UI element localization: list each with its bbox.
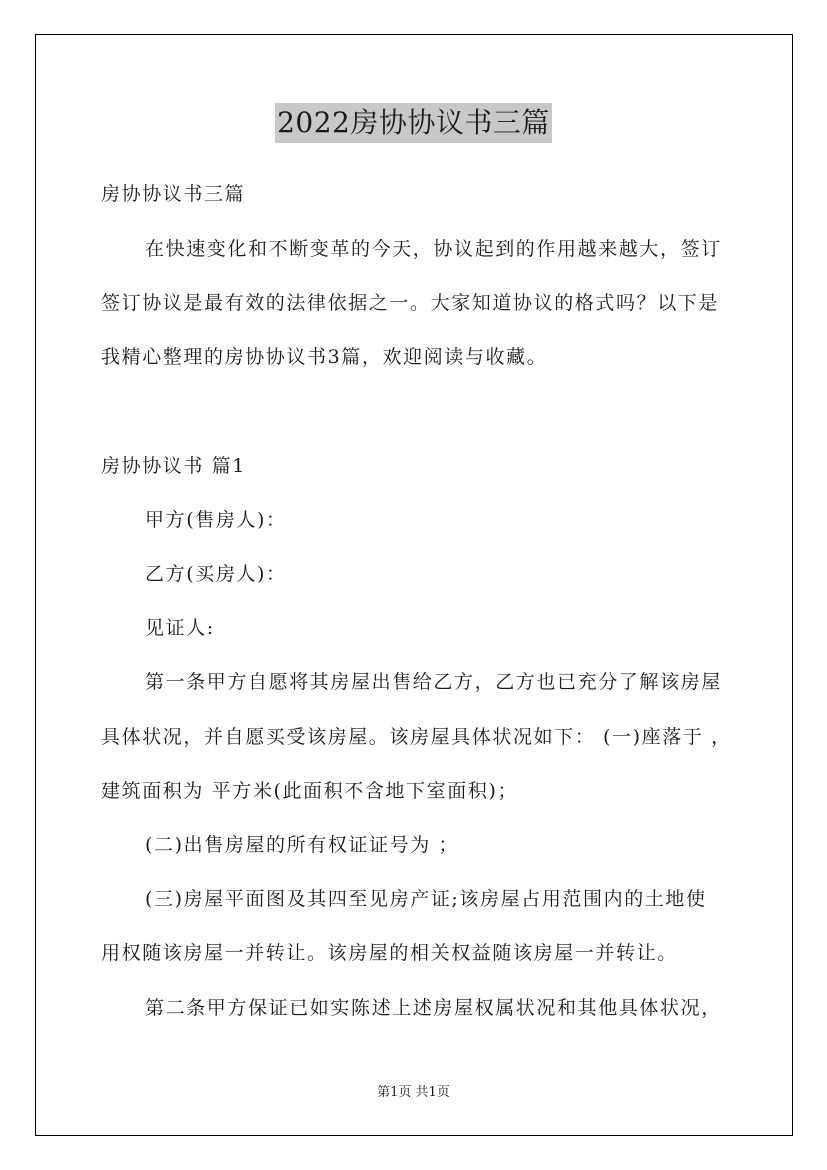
body-line: 签订协议是最有效的法律依据之一。大家知道协议的格式吗？以下是 bbox=[101, 292, 720, 314]
section-heading: 房协协议书 篇1 bbox=[101, 455, 246, 477]
section-heading: 房协协议书三篇 bbox=[101, 183, 246, 205]
body-line: 我精心整理的房协协议书3篇，欢迎阅读与收藏。 bbox=[101, 346, 548, 368]
body-line: 建筑面积为 平方米(此面积不含地下室面积)； bbox=[101, 780, 519, 802]
body-line: 在快速变化和不断变革的今天，协议起到的作用越来越大，签订 bbox=[145, 238, 722, 260]
body-line: 第一条甲方自愿将其房屋出售给乙方，乙方也已充分了解该房屋 bbox=[145, 671, 722, 693]
body-line: 用权随该房屋一并转让。该房屋的相关权益随该房屋一并转让。 bbox=[101, 942, 678, 964]
title-container bbox=[0, 103, 827, 143]
document-title: 2022房协协议书三篇 bbox=[275, 103, 552, 143]
body-line: 第二条甲方保证已如实陈述上述房屋权属状况和其他具体状况， bbox=[145, 997, 722, 1019]
body-line: 乙方(买房人)： bbox=[145, 563, 287, 585]
body-line: (二)出售房屋的所有权证证号为 ； bbox=[145, 834, 460, 856]
body-line: 见证人: bbox=[145, 617, 215, 639]
body-line: 具体状况，并自愿买受该房屋。该房屋具体状况如下： (一)座落于 ， bbox=[101, 726, 732, 748]
body-line: (三)房屋平面图及其四至见房产证;该房屋占用范围内的土地使 bbox=[145, 888, 707, 910]
body-line: 甲方(售房人)： bbox=[145, 509, 287, 531]
page-footer: 第1页 共1页 bbox=[377, 1085, 450, 1100]
